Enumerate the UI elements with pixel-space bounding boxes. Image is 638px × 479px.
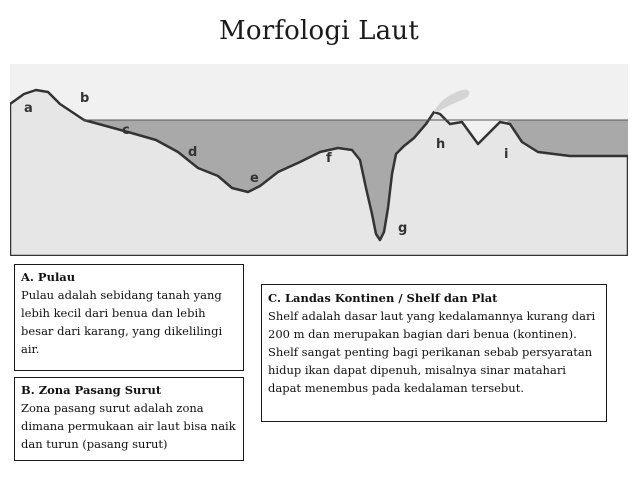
info-box-zona-heading: B. Zona Pasang Surut	[21, 383, 162, 397]
info-box-pulau-heading: A. Pulau	[21, 270, 76, 284]
slide-title: Morfologi Laut	[219, 16, 419, 46]
info-box-landas-heading: C. Landas Kontinen / Shelf dan Plat	[268, 291, 498, 305]
info-box-pulau	[14, 264, 244, 371]
info-box-landas-text: Shelf adalah dasar laut yang kedalamannya kurang dari 200 m dan merupakan bagian dari benua (kontinen). Shelf sangat penting bagi perikanan sebab persyaratan hidup ikan dapat dipenuh, misalnya sinar matahari dapat menembus pada kedalaman tersebut.	[268, 309, 596, 395]
info-box-pulau-text: Pulau adalah sebidang tanah yang lebih kecil dari benua dan lebih besar dari karang, yang dikelilingi air.	[21, 288, 223, 356]
label-e: e	[250, 171, 259, 186]
info-box-landas-kontinen	[261, 284, 607, 422]
label-d: d	[188, 145, 198, 160]
info-box-zona-text: Zona pasang surut adalah zona dimana permukaan air laut bisa naik dan turun (pasang surut)	[21, 401, 236, 451]
label-c: c	[122, 123, 130, 138]
label-g: g	[398, 221, 408, 236]
sea-floor-profile-diagram	[10, 64, 628, 256]
label-i: i	[504, 147, 509, 162]
info-box-zona-pasang-surut	[14, 377, 244, 461]
label-b: b	[80, 91, 90, 106]
label-f: f	[326, 151, 332, 166]
label-a: a	[24, 101, 33, 116]
label-h: h	[436, 137, 446, 152]
